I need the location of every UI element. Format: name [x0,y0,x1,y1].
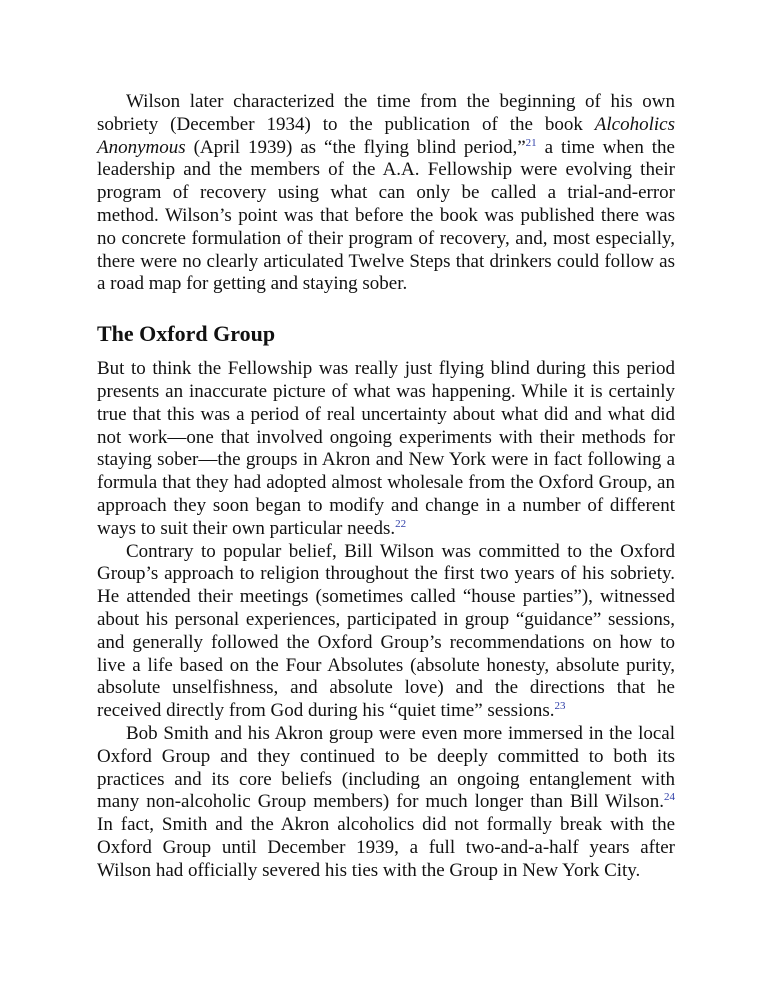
paragraph-text: Wilson later characterized the time from the beginning of his own sobriety (December 1934) to the publication of the book [97,91,675,135]
paragraph-text: Contrary to popular belief, Bill Wilson was committed to the Oxford Group’s approach to religion throughout the first two years of his sobriety. He attended their meetings (sometimes called “house parties”), witnessed about his personal experiences, participated in group “guidance” sessions, and generally followed the Oxford Group’s recommendations on how to live a life based on the Four Absolutes (absolute honesty, absolute purity, absolute unselfishness, and absolute love) and the directions that he received directly from God during his “quiet time” sessions. [97,540,675,722]
book-title: Alcoholics Anonymous [97,113,675,158]
page-body [97,91,675,883]
footnote-ref-23[interactable]: 23 [554,700,566,713]
paragraph-inaccurate-picture [97,358,675,540]
footnote-ref-24[interactable]: 24 [664,791,675,804]
footnote-ref-22[interactable]: 22 [395,517,407,530]
paragraph-text: But to think the Fellowship was really just flying blind during this period presents an inaccurate picture of what was happening. While it is certainly true that this was a period of real uncertainty about what did and what did not work—one that involved ongoing experiments with their methods for staying sober—the groups in Akron and New York were in fact following a formula that they had adopted almost wholesale from the Oxford Group, an approach they soon began to modify and change in a number of different ways to suit their own particular needs. [97,358,675,539]
paragraph-text: In fact, Smith and the Akron alcoholics did not formally break with the Oxford Group until December 1939, a full two-and-a-half years after Wilson had officially severed his ties with the Group in New York City. [97,814,675,881]
footnote-ref-21[interactable]: 21 [525,136,537,149]
paragraph-flying-blind [97,91,675,296]
paragraph-text: (April 1939) as “the flying blind period,” [185,136,526,158]
paragraph-text: Bob Smith and his Akron group were even more immersed in the local Oxford Group and they continued to be deeply committed to both its practices and its core beliefs (including an ongoing entanglement with many non-alcoholic Group members) for much longer than Bill Wilson. [97,722,675,813]
paragraph-text: a time when the leadership and the members of the A.A. Fellowship were evolving their program of recovery using what can only be called a trial-and-error method. Wilson’s point was that before the book was published there was no concrete formulation of their program of recovery, and, most especially, there were no clearly articulated Twelve Steps that drinkers could follow as a road map for getting and staying sober. [97,136,675,295]
paragraph-akron-group [97,723,675,883]
paragraph-wilson-commitment [97,541,675,723]
section-heading: The Oxford Group [97,321,276,347]
